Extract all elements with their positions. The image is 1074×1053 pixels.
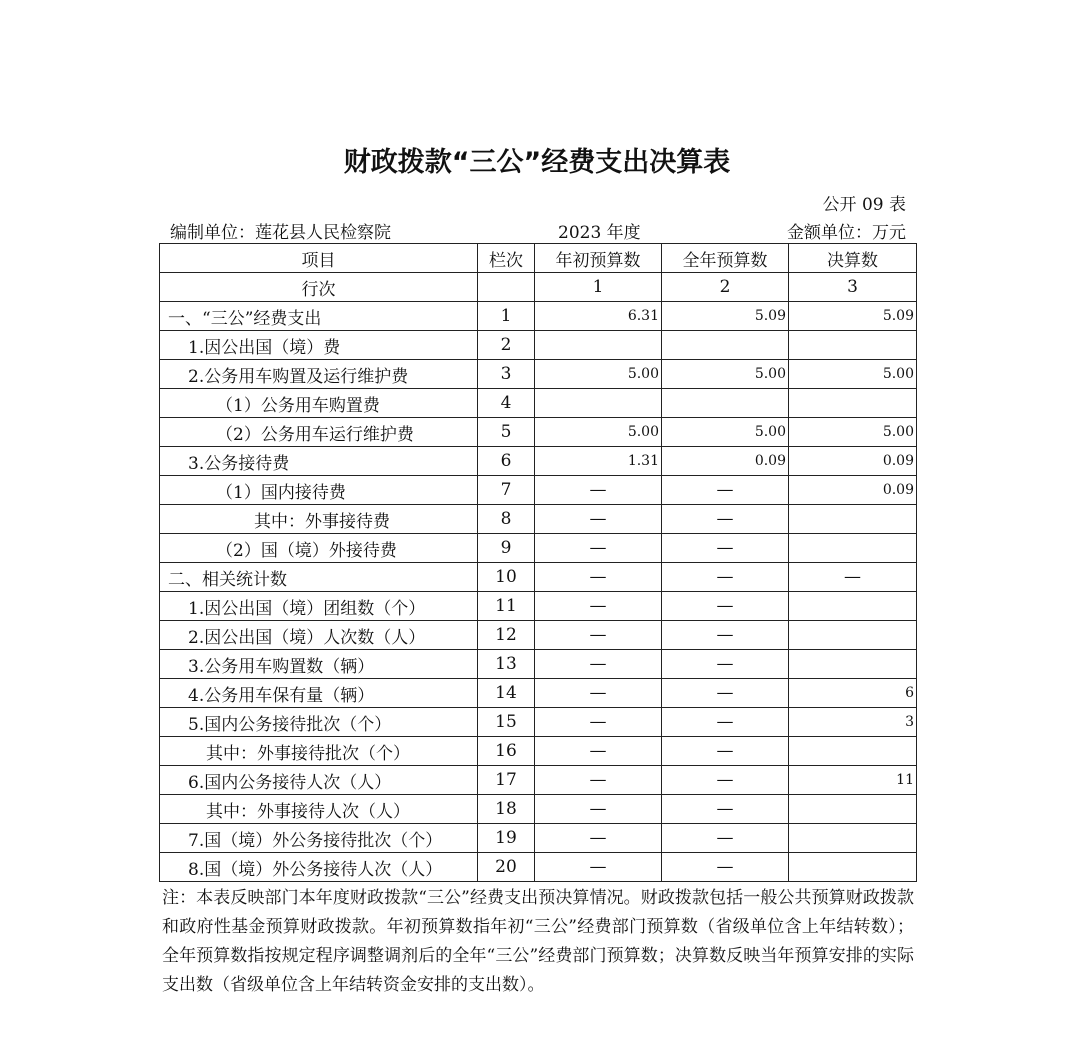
header-final: 决算数 (789, 244, 917, 273)
row-col-no: 15 (478, 708, 535, 737)
header-row (160, 244, 917, 273)
row-col-no: 19 (478, 824, 535, 853)
row-final (789, 505, 917, 534)
row-item-label: 1.因公出国（境）团组数（个） (160, 592, 478, 621)
row-index-full-year: 2 (662, 273, 789, 302)
row-col-no: 9 (478, 534, 535, 563)
row-item-label: 4.公务用车保有量（辆） (160, 679, 478, 708)
row-item-label: 7.国（境）外公务接待批次（个） (160, 824, 478, 853)
row-final (789, 592, 917, 621)
row-initial-budget (535, 331, 662, 360)
row-final (789, 853, 917, 882)
row-final (789, 824, 917, 853)
row-initial-budget: — (535, 708, 662, 737)
row-full-year-budget: — (662, 795, 789, 824)
row-item-label: 二、相关统计数 (160, 563, 478, 592)
table-row (160, 447, 917, 476)
table-row (160, 534, 917, 563)
row-final (789, 621, 917, 650)
row-initial-budget: 6.31 (535, 302, 662, 331)
row-full-year-budget: — (662, 505, 789, 534)
row-item-label: 一、“三公”经费支出 (160, 302, 478, 331)
row-initial-budget: — (535, 621, 662, 650)
row-full-year-budget: — (662, 766, 789, 795)
row-full-year-budget (662, 331, 789, 360)
row-final: 6 (789, 679, 917, 708)
row-full-year-budget: — (662, 708, 789, 737)
row-full-year-budget: — (662, 650, 789, 679)
row-initial-budget: — (535, 795, 662, 824)
table-row (160, 766, 917, 795)
table-row (160, 476, 917, 505)
table-row (160, 418, 917, 447)
row-full-year-budget (662, 389, 789, 418)
table-row (160, 795, 917, 824)
table-row (160, 853, 917, 882)
row-col-no: 1 (478, 302, 535, 331)
row-final: 5.00 (789, 418, 917, 447)
row-full-year-budget: — (662, 679, 789, 708)
header-col-no: 栏次 (478, 244, 535, 273)
row-initial-budget: — (535, 679, 662, 708)
row-item-label: 6.国内公务接待人次（人） (160, 766, 478, 795)
row-initial-budget: — (535, 592, 662, 621)
row-final: 5.00 (789, 360, 917, 389)
table-row (160, 389, 917, 418)
row-final: — (789, 563, 917, 592)
row-initial-budget: — (535, 650, 662, 679)
row-full-year-budget: — (662, 592, 789, 621)
row-col-no: 10 (478, 563, 535, 592)
table-row (160, 650, 917, 679)
row-initial-budget: — (535, 476, 662, 505)
row-col-no: 13 (478, 650, 535, 679)
row-item-label: 2.因公出国（境）人次数（人） (160, 621, 478, 650)
row-item-label: （1）公务用车购置费 (160, 389, 478, 418)
table-row (160, 708, 917, 737)
row-full-year-budget: — (662, 621, 789, 650)
row-initial-budget: — (535, 534, 662, 563)
header-item: 项目 (160, 244, 478, 273)
row-item-label: 3.公务用车购置数（辆） (160, 650, 478, 679)
row-full-year-budget: — (662, 534, 789, 563)
row-final (789, 534, 917, 563)
expense-table (159, 243, 917, 882)
row-col-no: 11 (478, 592, 535, 621)
row-col-no: 3 (478, 360, 535, 389)
row-initial-budget: — (535, 505, 662, 534)
row-initial-budget: — (535, 563, 662, 592)
table-row (160, 302, 917, 331)
row-item-label: 其中：外事接待人次（人） (160, 795, 478, 824)
row-final: 11 (789, 766, 917, 795)
row-item-label: 其中：外事接待批次（个） (160, 737, 478, 766)
row-item-label: （1）国内接待费 (160, 476, 478, 505)
row-item-label: 3.公务接待费 (160, 447, 478, 476)
row-initial-budget: 5.00 (535, 418, 662, 447)
row-col-no: 6 (478, 447, 535, 476)
row-item-label: 2.公务用车购置及运行维护费 (160, 360, 478, 389)
row-full-year-budget: — (662, 737, 789, 766)
row-initial-budget: 5.00 (535, 360, 662, 389)
compiling-unit: 编制单位：莲花县人民检察院 (170, 223, 391, 243)
header-full-year-budget: 全年预算数 (662, 244, 789, 273)
row-index-final: 3 (789, 273, 917, 302)
row-col-no: 7 (478, 476, 535, 505)
row-item-label: 1.因公出国（境）费 (160, 331, 478, 360)
table-row (160, 621, 917, 650)
row-full-year-budget: 0.09 (662, 447, 789, 476)
table-row (160, 592, 917, 621)
row-final (789, 737, 917, 766)
row-initial-budget: — (535, 853, 662, 882)
row-full-year-budget: — (662, 824, 789, 853)
row-index-label: 行次 (160, 273, 478, 302)
row-initial-budget: — (535, 737, 662, 766)
row-final: 0.09 (789, 447, 917, 476)
row-full-year-budget: 5.09 (662, 302, 789, 331)
row-initial-budget: — (535, 766, 662, 795)
row-item-label: 8.国（境）外公务接待人次（人） (160, 853, 478, 882)
table-row (160, 360, 917, 389)
row-final: 3 (789, 708, 917, 737)
footnote: 注：本表反映部门本年度财政拨款“三公”经费支出预决算情况。财政拨款包括一般公共预算财政拨款和政府性基金预算财政拨款。年初预算数指年初“三公”经费部门预算数（省级单位含上年结转数）；全年预算数指按规定程序调整调剂后的全年“三公”经费部门预算数；决算数反映当年预算安排的实际支出数（省级单位含上年结转资金安排的支出数）。 (162, 888, 914, 995)
row-index-col-no (478, 273, 535, 302)
row-final (789, 795, 917, 824)
table-row (160, 679, 917, 708)
row-final (789, 331, 917, 360)
row-col-no: 5 (478, 418, 535, 447)
table-row (160, 505, 917, 534)
table-row (160, 737, 917, 766)
row-full-year-budget: 5.00 (662, 360, 789, 389)
row-col-no: 2 (478, 331, 535, 360)
row-col-no: 18 (478, 795, 535, 824)
page-title: 财政拨款“三公”经费支出决算表 (343, 147, 731, 178)
row-full-year-budget: — (662, 853, 789, 882)
row-final: 5.09 (789, 302, 917, 331)
row-col-no: 14 (478, 679, 535, 708)
row-col-no: 8 (478, 505, 535, 534)
table-code: 公开 09 表 (822, 195, 906, 215)
row-full-year-budget: 5.00 (662, 418, 789, 447)
row-item-label: 其中：外事接待费 (160, 505, 478, 534)
table-row (160, 331, 917, 360)
row-col-no: 12 (478, 621, 535, 650)
table-row (160, 824, 917, 853)
row-col-no: 20 (478, 853, 535, 882)
row-initial-budget: 1.31 (535, 447, 662, 476)
row-final (789, 650, 917, 679)
row-col-no: 4 (478, 389, 535, 418)
row-col-no: 16 (478, 737, 535, 766)
row-index-row (160, 273, 917, 302)
table-row (160, 563, 917, 592)
amount-unit: 金额单位：万元 (787, 223, 906, 243)
row-final: 0.09 (789, 476, 917, 505)
row-final (789, 389, 917, 418)
row-index-initial: 1 (535, 273, 662, 302)
row-col-no: 17 (478, 766, 535, 795)
row-initial-budget (535, 389, 662, 418)
row-item-label: 5.国内公务接待批次（个） (160, 708, 478, 737)
fiscal-year: 2023 年度 (558, 223, 641, 243)
header-initial-budget: 年初预算数 (535, 244, 662, 273)
row-initial-budget: — (535, 824, 662, 853)
row-full-year-budget: — (662, 563, 789, 592)
row-full-year-budget: — (662, 476, 789, 505)
row-item-label: （2）公务用车运行维护费 (160, 418, 478, 447)
row-item-label: （2）国（境）外接待费 (160, 534, 478, 563)
